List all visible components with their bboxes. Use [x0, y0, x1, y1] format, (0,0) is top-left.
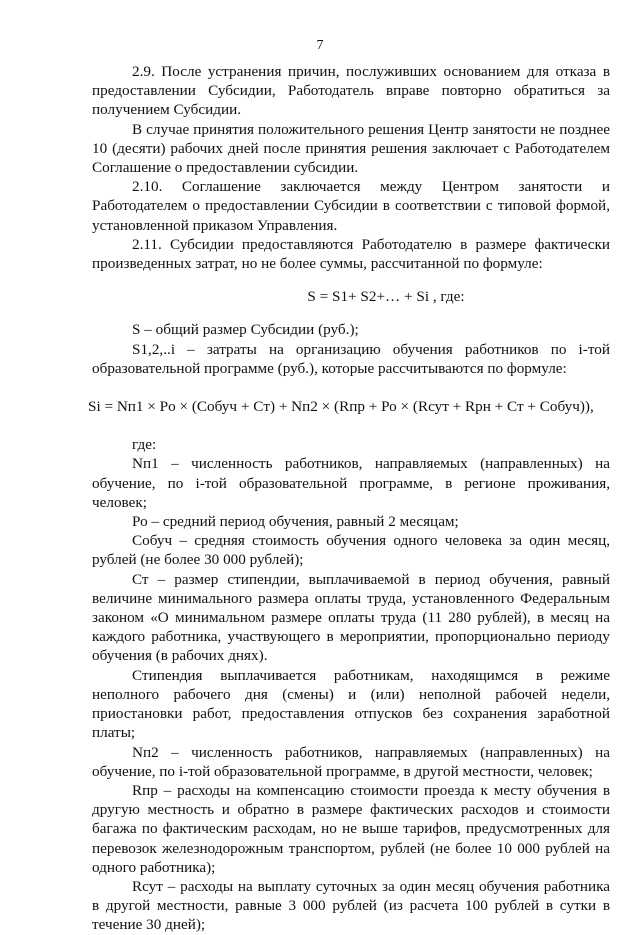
- page-number: 7: [316, 38, 324, 53]
- paragraph-2-11: 2.11. Субсидии предоставляются Работодателю в размере фактически произведенных затрат, но не более суммы, рассчитанной по формуле:: [92, 235, 610, 273]
- definition-rpr: Rпр – расходы на компенсацию стоимости проезда к месту обучения в другую местность и обратно в размере фактических расходов и стоимости багажа по фактическим расходам, но не выше тарифов, предусмотренных для перевозок железнодорожным транспортом, рублей (не более 10 000 рублей на одного работника);: [92, 781, 610, 876]
- formula-si: Si = Nп1 × Po × (Cобуч + Cт) + Nп2 × (Rпр + Ро × (Rсут + Rрн + Ст + Собуч)),: [88, 398, 594, 416]
- definition-np1: Nп1 – численность работников, направляемых (направленных) на обучение, по i-той образовательной программе, в регионе проживания, человек;: [92, 455, 610, 511]
- definition-ct: Ст – размер стипендии, выплачиваемой в период обучения, равный величине минимального размера оплаты труда, установленного Федеральным законом «О минимальном размере оплаты труда (11 280 рублей), в месяц на каждого работника, участвующего в мероприятии, пропорционально периоду обучения (в рабочих днях).: [92, 570, 610, 665]
- definition-cobuch: Собуч – средняя стоимость обучения одного человека за один месяц, рублей (не более 30 000 рублей);: [92, 532, 610, 569]
- paragraph-2-9: 2.9. После устранения причин, послуживших основанием для отказа в предоставлении Субсидии, Работодатель вправе повторно обратиться за получением Субсидии.: [92, 63, 610, 119]
- definition-po: Ро – средний период обучения, равный 2 месяцам;: [132, 513, 459, 531]
- paragraph-positive-decision: В случае принятия положительного решения Центр занятости не позднее 10 (десяти) рабочих дней после принятия решения заключает с Работодателем Соглашение о предоставлении субсидии.: [92, 120, 610, 177]
- definition-s: S – общий размер Субсидии (руб.);: [132, 321, 359, 339]
- formula-total-subsidy: S = S1+ S2+… + Si , где:: [307, 288, 465, 306]
- definition-np2: Nп2 – численность работников, направляемых (направленных) на обучение, по i-той образовательной программе, в другой местности, человек;: [92, 743, 610, 780]
- where-label: где:: [132, 436, 157, 454]
- paragraph-stipend: Стипендия выплачивается работникам, находящимся в режиме неполного рабочего дня (смены) и (или) неполной рабочей недели, приостановки работ, предоставления отпусков без сохранения заработной платы;: [92, 666, 610, 742]
- document-body: [88, 62, 610, 935]
- definition-s1-si: S1,2,..i – затраты на организацию обучения работников по i-той образовательной программе (руб.), которые рассчитываются по формуле:: [92, 340, 610, 377]
- definition-rsut: Rсут – расходы на выплату суточных за один месяц обучения работника в другой местности, равные 3 000 рублей (из расчета 100 рублей в сутки в течение 30 дней);: [92, 877, 610, 934]
- paragraph-2-10: 2.10. Соглашение заключается между Центром занятости и Работодателем о предоставлении Субсидии в соответствии с типовой формой, установленной приказом Управления.: [92, 178, 610, 234]
